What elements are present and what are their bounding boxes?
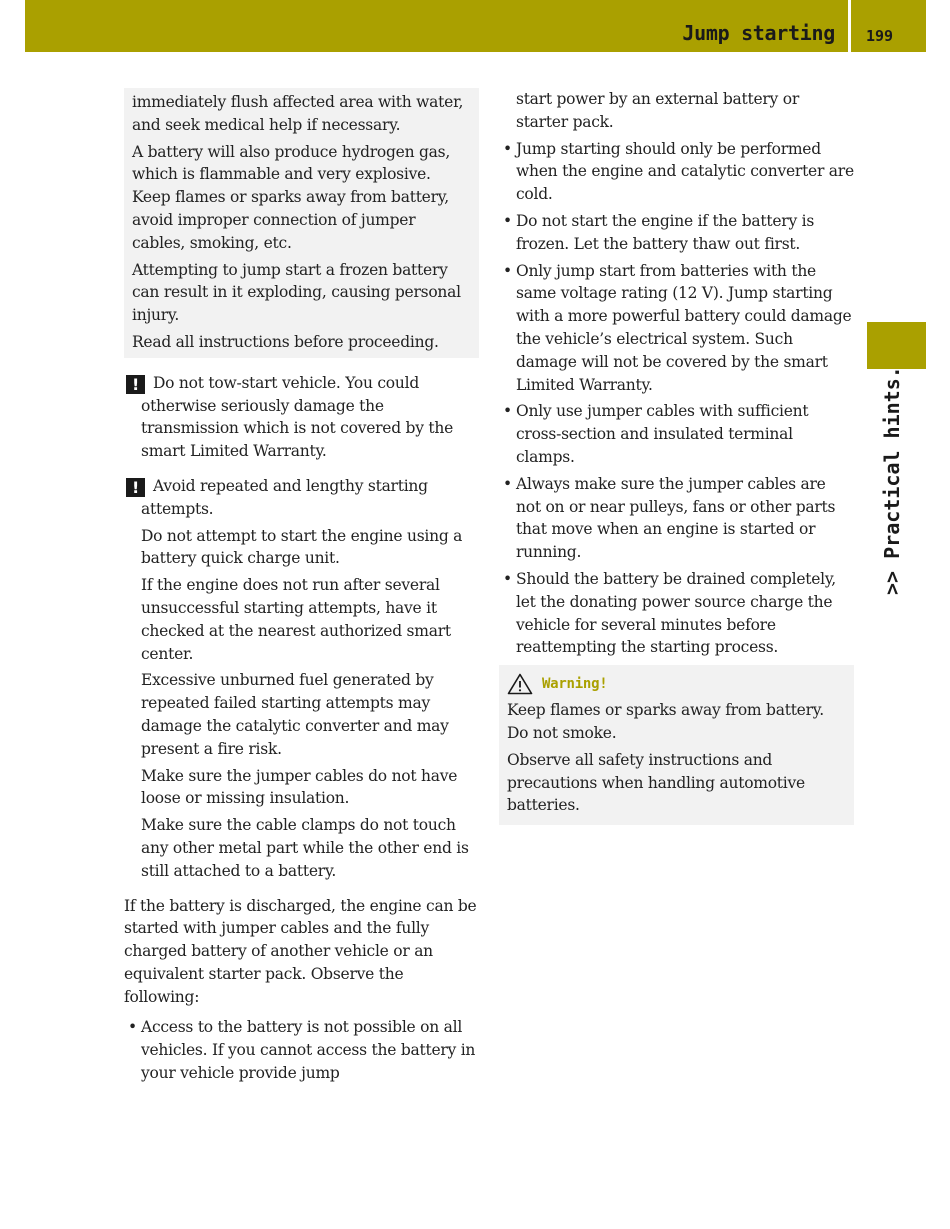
page-number-box xyxy=(851,0,926,52)
bullet-icon: • xyxy=(503,569,512,588)
bullet-list xyxy=(499,138,854,660)
warning-title: Warning! xyxy=(542,675,608,692)
list-item xyxy=(499,400,854,468)
warning-triangle-icon xyxy=(507,673,533,695)
notice-tow-start xyxy=(124,372,479,463)
safety-paragraph: immediately flush affected area with water, and seek medical help if necessary. xyxy=(132,93,464,134)
notice-text: If the engine does not run after several unsuccessful starting attempts, have it checked at the nearest authorized smart center. xyxy=(141,576,451,663)
warning-box xyxy=(499,665,854,825)
bullet-icon: • xyxy=(503,139,512,158)
list-item-text: Only use jumper cables with sufficient cross-section and insulated terminal clamps. xyxy=(516,402,809,466)
notice-text: Excessive unburned fuel generated by repeated failed starting attempts may damage the catalytic converter and may present a fire risk. xyxy=(141,671,449,758)
list-item-continuation: start power by an external battery or starter pack. xyxy=(516,90,799,131)
notice-starting-attempts xyxy=(124,475,479,883)
list-item xyxy=(499,210,854,256)
bullet-list xyxy=(124,1016,479,1084)
list-item-text: Access to the battery is not possible on all vehicles. If you cannot access the battery in your vehicle provide jump xyxy=(141,1018,476,1083)
exclamation-icon: ! xyxy=(126,375,145,394)
side-tab-label: >> Practical hints. xyxy=(880,366,904,595)
header-bar xyxy=(25,0,848,52)
list-item-text: Only jump start from batteries with the same voltage rating (12 V). Jump starting with a more powerful battery could damage the vehicle’s electrical system. Such damage will not be covered by the smart Limited Warranty. xyxy=(516,261,852,394)
list-item xyxy=(499,473,854,564)
safety-paragraph: A battery will also produce hydrogen gas, which is flammable and very explosive. Keep flames or sparks away from battery, avoid improper connection of jumper cables, smoking, etc. xyxy=(132,142,451,252)
list-item-text: Always make sure the jumper cables are not on or near pulleys, fans or other parts that move when an engine is started or running. xyxy=(516,474,836,562)
bullet-icon: • xyxy=(503,474,512,493)
page-number: 199 xyxy=(866,27,894,45)
safety-note-box xyxy=(124,88,479,358)
bullet-icon: • xyxy=(128,1018,137,1037)
bullet-icon: • xyxy=(503,261,512,280)
notice-text: Do not attempt to start the engine using a battery quick charge unit. xyxy=(141,526,463,568)
page-title: Jump starting xyxy=(682,21,835,45)
list-item-text: Do not start the engine if the battery is frozen. Let the battery thaw out first. xyxy=(516,211,815,253)
notice-text: Make sure the jumper cables do not have loose or missing insulation. xyxy=(141,766,458,808)
list-item-text: Jump starting should only be performed when the engine and catalytic converter are cold. xyxy=(516,139,854,204)
warning-header xyxy=(507,671,846,697)
notice-text: Make sure the cable clamps do not touch any other metal part while the other end is still attached to a battery. xyxy=(141,816,469,880)
left-column xyxy=(124,88,479,1089)
list-item xyxy=(499,568,854,659)
safety-paragraph: Read all instructions before proceeding. xyxy=(132,332,439,351)
list-item xyxy=(499,138,854,206)
notice-text: Do not tow-start vehicle. You could otherwise seriously damage the transmission which is not covered by the smart Limited Warranty. xyxy=(141,373,454,461)
list-item xyxy=(499,260,854,397)
list-item-text: Should the battery be drained completely, let the donating power source charge the vehicle for several minutes before reattempting the starting process. xyxy=(516,569,836,657)
bullet-icon: • xyxy=(503,211,512,230)
intro-paragraph: If the battery is discharged, the engine can be started with jumper cables and the fully charged battery of another vehicle or an equivalent starter pack. Observe the following: xyxy=(124,896,477,1006)
safety-paragraph: Attempting to jump start a frozen battery can result in it exploding, causing personal injury. xyxy=(132,260,461,325)
notice-text: Avoid repeated and lengthy starting attempts. xyxy=(141,476,428,518)
list-item xyxy=(124,1016,479,1084)
warning-text: Keep flames or sparks away from battery. Do not smoke. xyxy=(507,701,824,742)
warning-text: Observe all safety instructions and precautions when handling automotive batteries. xyxy=(507,750,805,815)
exclamation-icon: ! xyxy=(126,478,145,497)
right-column xyxy=(499,88,854,825)
bullet-icon: • xyxy=(503,402,512,421)
side-tab-marker xyxy=(867,322,926,369)
